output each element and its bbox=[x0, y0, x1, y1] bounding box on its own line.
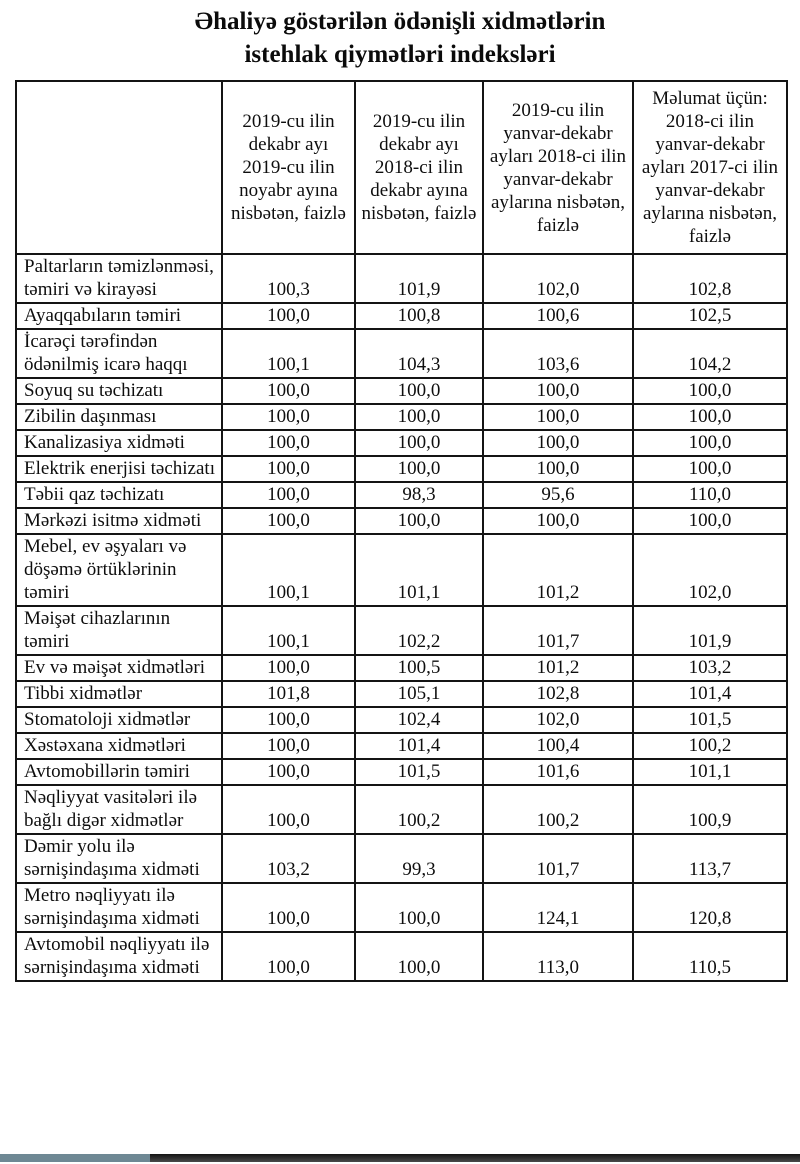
page-title-line2: istehlak qiymətləri indeksləri bbox=[244, 40, 556, 68]
value-cell: 102,5 bbox=[633, 303, 787, 329]
value-cell: 102,8 bbox=[483, 681, 633, 707]
value-cell: 100,0 bbox=[355, 883, 483, 932]
value-cell: 100,2 bbox=[633, 733, 787, 759]
value-cell: 100,0 bbox=[222, 378, 355, 404]
value-cell: 100,0 bbox=[633, 404, 787, 430]
table-row bbox=[16, 378, 787, 404]
table-row bbox=[16, 430, 787, 456]
row-label: Avtomobil nəqliyyatı ilə sərnişindaşıma xidməti bbox=[16, 932, 222, 981]
value-cell: 100,0 bbox=[633, 378, 787, 404]
value-cell: 98,3 bbox=[355, 482, 483, 508]
page-title-line1: Əhaliyə göstərilən ödənişli xidmətlərin bbox=[194, 8, 606, 35]
table-row bbox=[16, 932, 787, 981]
value-cell: 120,8 bbox=[633, 883, 787, 932]
table-row bbox=[16, 508, 787, 534]
value-cell: 103,2 bbox=[222, 834, 355, 883]
table-row bbox=[16, 655, 787, 681]
value-cell: 100,8 bbox=[355, 303, 483, 329]
value-cell: 100,2 bbox=[483, 785, 633, 834]
value-cell: 100,9 bbox=[633, 785, 787, 834]
value-cell: 100,0 bbox=[355, 508, 483, 534]
value-cell: 124,1 bbox=[483, 883, 633, 932]
table-row bbox=[16, 759, 787, 785]
value-cell: 101,4 bbox=[355, 733, 483, 759]
row-label: Metro nəqliyyatı ilə sərnişindaşıma xidməti bbox=[16, 883, 222, 932]
value-cell: 100,0 bbox=[483, 378, 633, 404]
value-cell: 102,0 bbox=[483, 707, 633, 733]
table-row bbox=[16, 733, 787, 759]
value-cell: 100,1 bbox=[222, 534, 355, 606]
column-header: 2019-cu ilin dekabr ayı 2019-cu ilin noyabr ayına nisbətən, faizlə bbox=[222, 81, 355, 254]
row-label: Soyuq su təchizatı bbox=[16, 378, 222, 404]
value-cell: 110,5 bbox=[633, 932, 787, 981]
value-cell: 95,6 bbox=[483, 482, 633, 508]
value-cell: 104,2 bbox=[633, 329, 787, 378]
value-cell: 110,0 bbox=[633, 482, 787, 508]
row-label: Təbii qaz təchizatı bbox=[16, 482, 222, 508]
row-label: Nəqliyyat vasitələri ilə bağlı digər xidmətlər bbox=[16, 785, 222, 834]
value-cell: 101,9 bbox=[633, 606, 787, 655]
value-cell: 102,8 bbox=[633, 254, 787, 303]
value-cell: 102,2 bbox=[355, 606, 483, 655]
value-cell: 101,5 bbox=[355, 759, 483, 785]
table-row bbox=[16, 404, 787, 430]
value-cell: 113,7 bbox=[633, 834, 787, 883]
column-header: 2019-cu ilin dekabr ayı 2018-ci ilin dekabr ayına nisbətən, faizlə bbox=[355, 81, 483, 254]
value-cell: 100,0 bbox=[222, 785, 355, 834]
value-cell: 100,0 bbox=[222, 655, 355, 681]
row-label: Avtomobillərin təmiri bbox=[16, 759, 222, 785]
value-cell: 100,1 bbox=[222, 329, 355, 378]
value-cell: 100,0 bbox=[483, 430, 633, 456]
table-row bbox=[16, 534, 787, 606]
value-cell: 100,0 bbox=[222, 883, 355, 932]
table-body bbox=[16, 254, 787, 981]
bottom-bar bbox=[0, 1154, 800, 1162]
row-label: Mərkəzi isitmə xidməti bbox=[16, 508, 222, 534]
value-cell: 102,4 bbox=[355, 707, 483, 733]
value-cell: 103,6 bbox=[483, 329, 633, 378]
value-cell: 101,2 bbox=[483, 534, 633, 606]
value-cell: 100,0 bbox=[222, 932, 355, 981]
value-cell: 102,0 bbox=[633, 534, 787, 606]
bottom-bar-right-segment bbox=[150, 1154, 800, 1162]
table-row bbox=[16, 606, 787, 655]
value-cell: 100,0 bbox=[355, 430, 483, 456]
row-label: Zibilin daşınması bbox=[16, 404, 222, 430]
row-label-column-header bbox=[16, 81, 222, 254]
table-row bbox=[16, 482, 787, 508]
value-cell: 100,0 bbox=[222, 404, 355, 430]
value-cell: 101,6 bbox=[483, 759, 633, 785]
value-cell: 100,0 bbox=[222, 508, 355, 534]
value-cell: 100,0 bbox=[483, 404, 633, 430]
table-row bbox=[16, 681, 787, 707]
value-cell: 99,3 bbox=[355, 834, 483, 883]
value-cell: 100,0 bbox=[355, 404, 483, 430]
value-cell: 100,0 bbox=[483, 456, 633, 482]
value-cell: 101,8 bbox=[222, 681, 355, 707]
value-cell: 100,4 bbox=[483, 733, 633, 759]
value-cell: 100,0 bbox=[633, 508, 787, 534]
value-cell: 101,9 bbox=[355, 254, 483, 303]
value-cell: 100,2 bbox=[355, 785, 483, 834]
value-cell: 104,3 bbox=[355, 329, 483, 378]
row-label: Mebel, ev əşyaları və döşəmə örtüklərinin təmiri bbox=[16, 534, 222, 606]
table-row bbox=[16, 303, 787, 329]
row-label: Kanalizasiya xidməti bbox=[16, 430, 222, 456]
value-cell: 101,7 bbox=[483, 606, 633, 655]
value-cell: 100,0 bbox=[222, 456, 355, 482]
column-header: 2019-cu ilin yanvar-dekabr ayları 2018-ci ilin yanvar-dekabr aylarına nisbətən, faizlə bbox=[483, 81, 633, 254]
table-row bbox=[16, 329, 787, 378]
value-cell: 100,0 bbox=[355, 932, 483, 981]
table-row bbox=[16, 785, 787, 834]
table-row bbox=[16, 707, 787, 733]
value-cell: 100,0 bbox=[222, 707, 355, 733]
value-cell: 100,0 bbox=[483, 508, 633, 534]
value-cell: 100,5 bbox=[355, 655, 483, 681]
row-label: Dəmir yolu ilə sərnişindaşıma xidməti bbox=[16, 834, 222, 883]
row-label: Xəstəxana xidmətləri bbox=[16, 733, 222, 759]
value-cell: 100,6 bbox=[483, 303, 633, 329]
table-row bbox=[16, 456, 787, 482]
value-cell: 101,1 bbox=[355, 534, 483, 606]
row-label: Ayaqqabıların təmiri bbox=[16, 303, 222, 329]
table-row bbox=[16, 254, 787, 303]
value-cell: 100,1 bbox=[222, 606, 355, 655]
value-cell: 101,1 bbox=[633, 759, 787, 785]
value-cell: 100,0 bbox=[222, 759, 355, 785]
index-table bbox=[15, 80, 788, 982]
row-label: Tibbi xidmətlər bbox=[16, 681, 222, 707]
bottom-bar-left-segment bbox=[0, 1154, 150, 1162]
row-label: Məişət cihazlarının təmiri bbox=[16, 606, 222, 655]
row-label: İcarəçi tərəfindən ödənilmiş icarə haqqı bbox=[16, 329, 222, 378]
value-cell: 100,0 bbox=[222, 482, 355, 508]
value-cell: 100,0 bbox=[633, 430, 787, 456]
page-title bbox=[10, 6, 790, 71]
header-row bbox=[16, 81, 787, 254]
value-cell: 100,3 bbox=[222, 254, 355, 303]
value-cell: 101,4 bbox=[633, 681, 787, 707]
value-cell: 101,5 bbox=[633, 707, 787, 733]
value-cell: 102,0 bbox=[483, 254, 633, 303]
value-cell: 100,0 bbox=[633, 456, 787, 482]
value-cell: 100,0 bbox=[222, 733, 355, 759]
value-cell: 100,0 bbox=[355, 456, 483, 482]
value-cell: 100,0 bbox=[222, 303, 355, 329]
value-cell: 101,7 bbox=[483, 834, 633, 883]
row-label: Stomatoloji xidmətlər bbox=[16, 707, 222, 733]
value-cell: 103,2 bbox=[633, 655, 787, 681]
value-cell: 100,0 bbox=[355, 378, 483, 404]
row-label: Paltarların təmizlənməsi, təmiri və kirayəsi bbox=[16, 254, 222, 303]
table-row bbox=[16, 883, 787, 932]
column-header: Məlumat üçün: 2018-ci ilin yanvar-dekabr ayları 2017-ci ilin yanvar-dekabr aylarına nisbətən, faizlə bbox=[633, 81, 787, 254]
value-cell: 100,0 bbox=[222, 430, 355, 456]
row-label: Ev və məişət xidmətləri bbox=[16, 655, 222, 681]
value-cell: 113,0 bbox=[483, 932, 633, 981]
row-label: Elektrik enerjisi təchizatı bbox=[16, 456, 222, 482]
table-row bbox=[16, 834, 787, 883]
value-cell: 105,1 bbox=[355, 681, 483, 707]
value-cell: 101,2 bbox=[483, 655, 633, 681]
